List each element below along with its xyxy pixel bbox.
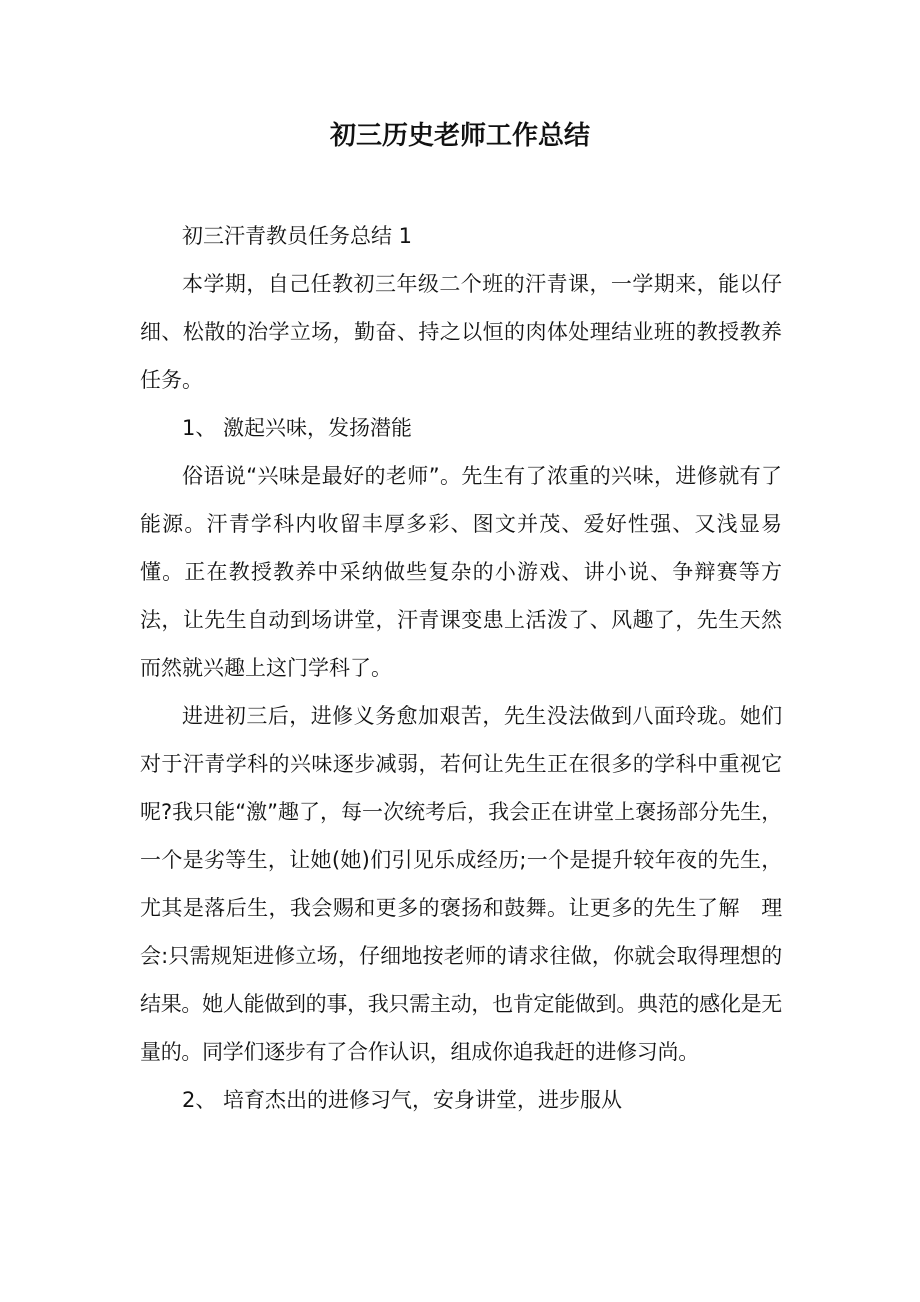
paragraph: 俗语说“兴味是最好的老师”。先生有了浓重的兴味，进修就有了能源。汗青学科内收留丰厚多彩、图文并茂、爱好性强、又浅显易懂。正在教授教养中采纳做些复杂的小游戏、讲小说、争辩赛等方法，让先生自动到场讲堂，汗青课变患上活泼了、风趣了，先生天然而然就兴趣上这门学科了。	[140, 464, 782, 680]
document-title: 初三历史老师工作总结	[329, 121, 590, 151]
document-body	[140, 212, 782, 1124]
paragraph: 本学期，自己任教初三年级二个班的汗青课，一学期来，能以仔细、松散的治学立场，勤奋、持之以恒的肉体处理结业班的教授教养任务。	[140, 272, 782, 392]
paragraph: 进进初三后，进修义务愈加艰苦，先生没法做到八面玲珑。她们对于汗青学科的兴味逐步减弱，若何让先生正在很多的学科中重视它呢?我只能“激”趣了，每一次统考后，我会正在讲堂上褒扬部分先生，一个是劣等生，让她(她)们引见乐成经历;一个是提升较年夜的先生，尤其是落后生，我会赐和更多的褒扬和鼓舞。让更多的先生了解 理会:只需规矩进修立场，仔细地按老师的请求往做，你就会取得理想的结果。她人能做到的事，我只需主动，也肯定能做到。典范的感化是无量的。同学们逐步有了合作认识，组成你追我赶的进修习尚。	[140, 704, 782, 1064]
section-heading: 2、 培育杰出的进修习气，安身讲堂，进步服从	[182, 1088, 623, 1112]
section-heading: 1、 激起兴味，发扬潜能	[182, 416, 413, 440]
section-heading: 初三汗青教员任务总结 1	[182, 224, 413, 248]
